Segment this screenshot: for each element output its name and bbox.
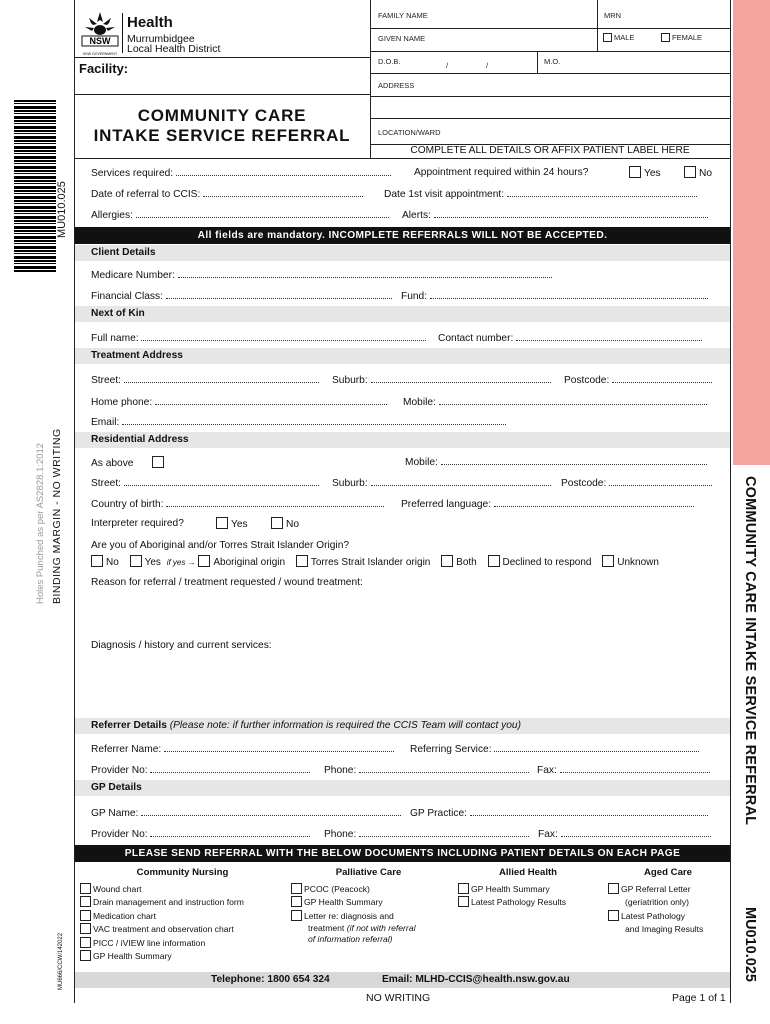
aboriginal-options[interactable]: No Yes if yes → Aboriginal origin Torres Strait Islander origin Both Declined to respond Unknown — [91, 555, 659, 568]
diagnosis-label: Diagnosis / history and current services: — [91, 640, 272, 651]
appointment-no[interactable]: No — [684, 166, 712, 179]
facility-label: Facility: — [79, 61, 129, 76]
referrer-provider-field[interactable]: Provider No: — [91, 764, 310, 776]
form-code-vertical: MU010.025 — [56, 181, 68, 238]
no-writing-note: NO WRITING — [366, 992, 431, 1004]
mo-label: M.O. — [544, 57, 561, 66]
residential-suburb-field[interactable]: Suburb: — [332, 477, 551, 489]
palliative-item[interactable]: PCOC (Peacock) — [291, 883, 446, 897]
nursing-item[interactable]: Wound chart — [80, 883, 285, 897]
services-required-field[interactable]: Services required: — [91, 167, 391, 179]
reason-area[interactable] — [91, 592, 711, 637]
location-label: LOCATION/WARD — [378, 128, 441, 137]
form-title-line1: COMMUNITY CARE — [137, 106, 307, 125]
medicare-field[interactable]: Medicare Number: — [91, 269, 552, 281]
client-details-heading: Client Details — [75, 245, 730, 261]
aged-item[interactable]: GP Referral Letter — [608, 883, 728, 897]
residential-postcode-field[interactable]: Postcode: — [561, 477, 712, 489]
nursing-item[interactable]: PICC / iVIEW line information — [80, 937, 285, 951]
address-label: ADDRESS — [378, 81, 415, 90]
treatment-mobile-field[interactable]: Mobile: — [403, 396, 707, 408]
email-field[interactable]: Email: — [91, 416, 506, 428]
treatment-street-field[interactable]: Street: — [91, 374, 319, 386]
treatment-suburb-field[interactable]: Suburb: — [332, 374, 551, 386]
referrer-fax-field[interactable]: Fax: — [537, 764, 710, 776]
as-above-checkbox[interactable]: As above — [91, 456, 167, 469]
send-documents-bar: PLEASE SEND REFERRAL WITH THE BELOW DOCUMENTS INCLUDING PATIENT DETAILS ON EACH PAGE — [75, 845, 730, 862]
org-line2: Murrumbidgee — [127, 33, 195, 45]
aged-column: Aged Care GP Referral Letter (geriatrition only) Latest Pathology and Imaging Results — [608, 866, 728, 937]
gp-fax-field[interactable]: Fax: — [538, 828, 711, 840]
logo-caption: NSW GOVERNMENT — [82, 52, 118, 56]
allied-heading: Allied Health — [498, 867, 558, 878]
referral-date-field[interactable]: Date of referral to CCIS: — [91, 188, 363, 200]
allied-column — [458, 866, 598, 910]
first-visit-field[interactable]: Date 1st visit appointment: — [384, 188, 697, 200]
home-phone-field[interactable]: Home phone: — [91, 396, 387, 408]
footer-telephone: Telephone: 1800 654 324 — [211, 974, 330, 985]
footer-email[interactable]: Email: MLHD-CCIS@health.nsw.gov.au — [382, 974, 570, 985]
gp-provider-field[interactable]: Provider No: — [91, 828, 310, 840]
mandatory-bar: All fields are mandatory. INCOMPLETE REFERRALS WILL NOT BE ACCEPTED. — [75, 227, 730, 244]
appointment-yes[interactable]: Yes — [629, 166, 661, 179]
male-checkbox[interactable]: MALE — [603, 33, 634, 42]
aged-item[interactable]: Latest Pathology — [608, 910, 728, 924]
aged-heading: Aged Care — [644, 867, 692, 878]
kin-name-field[interactable]: Full name: — [91, 332, 426, 344]
appointment-question: Appointment required within 24 hours? — [414, 167, 589, 178]
aboriginal-question: Are you of Aboriginal and/or Torres Strait Islander Origin? — [91, 540, 350, 551]
dob-sep2: / — [486, 61, 489, 70]
referrer-name-field[interactable]: Referrer Name: — [91, 743, 394, 755]
referrer-phone-field[interactable]: Phone: — [324, 764, 529, 776]
right-margin-title: COMMUNITY CARE INTAKE SERVICE REFERRAL — [742, 476, 758, 826]
svg-text:NSW: NSW — [89, 36, 111, 46]
allied-item[interactable]: Latest Pathology Results — [458, 896, 598, 910]
given-name-label: GIVEN NAME — [378, 34, 426, 43]
print-code: MU666/CCW/142022 — [58, 932, 64, 990]
right-margin-strip — [733, 0, 770, 465]
interpreter-no[interactable]: No — [271, 517, 299, 530]
residential-address-heading: Residential Address — [75, 432, 730, 448]
gp-name-field[interactable]: GP Name: — [91, 807, 401, 819]
nursing-item[interactable]: GP Health Summary — [80, 950, 285, 964]
palliative-heading: Palliative Care — [335, 867, 402, 878]
female-checkbox[interactable]: FEMALE — [661, 33, 702, 42]
gp-details-heading: GP Details — [75, 780, 730, 796]
interpreter-yes[interactable]: Yes — [216, 517, 248, 530]
preferred-language-field[interactable]: Preferred language: — [401, 498, 694, 510]
right-margin-code: MU010.025 — [742, 907, 758, 982]
fund-field[interactable]: Fund: — [401, 290, 708, 302]
country-of-birth-field[interactable]: Country of birth: — [91, 498, 384, 510]
family-name-label: FAMILY NAME — [378, 11, 428, 20]
binding-margin-note: BINDING MARGIN - NO WRITING — [51, 428, 63, 604]
financial-class-field[interactable]: Financial Class: — [91, 290, 392, 302]
logo-divider — [122, 13, 123, 53]
treatment-postcode-field[interactable]: Postcode: — [564, 374, 712, 386]
palliative-column: Palliative Care PCOC (Peacock) GP Health Summary Letter re: diagnosis and treatment (if not with referral of information referral) — [291, 866, 446, 945]
dob-sep1: / — [446, 61, 449, 70]
gp-phone-field[interactable]: Phone: — [324, 828, 529, 840]
diagnosis-area[interactable] — [91, 655, 711, 715]
referring-service-field[interactable]: Referring Service: — [410, 743, 699, 755]
form-title-line2: INTAKE SERVICE REFERRAL — [93, 126, 351, 145]
palliative-item[interactable]: Letter re: diagnosis and — [291, 910, 446, 924]
gp-practice-field[interactable]: GP Practice: — [410, 807, 708, 819]
kin-contact-field[interactable]: Contact number: — [438, 332, 702, 344]
nursing-item[interactable]: Medication chart — [80, 910, 285, 924]
mrn-label: MRN — [604, 11, 622, 20]
label-instruction: COMPLETE ALL DETAILS OR AFFIX PATIENT LABEL HERE — [410, 145, 690, 156]
next-of-kin-heading: Next of Kin — [75, 306, 730, 322]
barcode — [14, 100, 56, 272]
page-number: Page 1 of 1 — [672, 992, 726, 1004]
nursing-column — [80, 866, 285, 964]
interpreter-question: Interpreter required? — [91, 518, 184, 529]
nsw-logo — [80, 10, 120, 56]
dob-label: D.O.B. — [378, 57, 401, 66]
residential-mobile-field[interactable]: Mobile: — [405, 456, 707, 468]
residential-street-field[interactable]: Street: — [91, 477, 319, 489]
alerts-field[interactable]: Alerts: — [402, 209, 708, 221]
palliative-item[interactable]: GP Health Summary — [291, 896, 446, 910]
org-line3: Local Health District — [127, 43, 221, 55]
allergies-field[interactable]: Allergies: — [91, 209, 389, 221]
nursing-heading: Community Nursing — [136, 867, 229, 878]
treatment-address-heading: Treatment Address — [75, 348, 730, 364]
nursing-item[interactable]: VAC treatment and observation chart — [80, 923, 285, 937]
referrer-heading: Referrer Details (Please note: if further information is required the CCIS Team will contact you) — [75, 718, 730, 734]
holes-note: Holes Punched as per AS2828.1:2012 — [35, 442, 46, 604]
allied-item[interactable]: GP Health Summary — [458, 883, 598, 897]
reason-label: Reason for referral / treatment requested / wound treatment: — [91, 577, 363, 588]
org-health: Health — [127, 14, 173, 31]
nursing-item[interactable]: Drain management and instruction form — [80, 896, 285, 910]
